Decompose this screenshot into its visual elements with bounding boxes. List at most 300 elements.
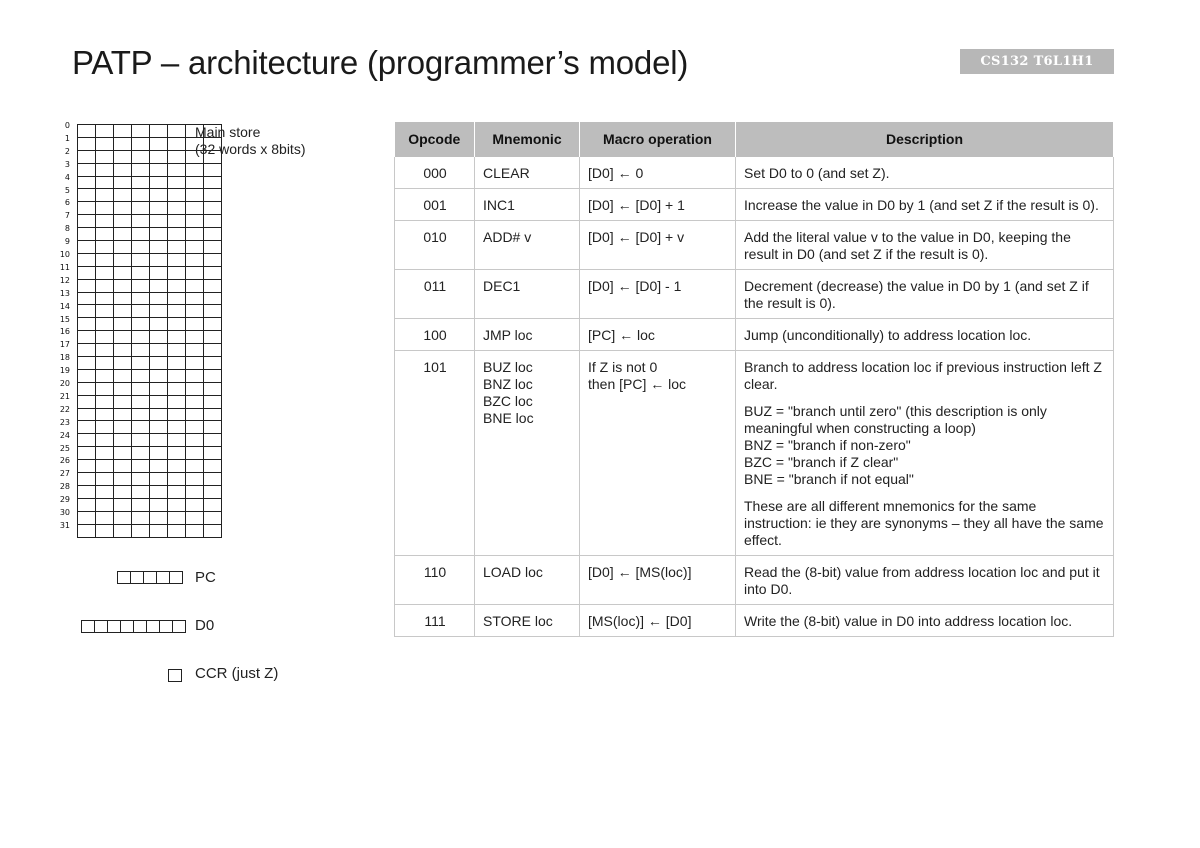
memory-bit-cell: [78, 525, 96, 538]
memory-bit-cell: [78, 460, 96, 473]
memory-bit-cell: [186, 512, 204, 525]
address-label: 4: [64, 172, 70, 182]
memory-bit-cell: [78, 357, 96, 370]
memory-bit-cell: [186, 396, 204, 409]
description-cell: [736, 221, 1114, 270]
memory-bit-cell: [186, 293, 204, 306]
memory-bit-cell: [204, 318, 222, 331]
memory-bit-cell: [132, 280, 150, 293]
memory-bit-cell: [150, 486, 168, 499]
address-label: 18: [59, 353, 70, 363]
memory-bit-cell: [150, 460, 168, 473]
address-label: 0: [64, 121, 70, 130]
memory-bit-cell: [168, 293, 186, 306]
memory-bit-cell: [150, 525, 168, 538]
memory-bit-cell: [204, 267, 222, 280]
memory-bit-cell: [150, 202, 168, 215]
memory-bit-cell: [204, 189, 222, 202]
memory-bit-cell: [186, 267, 204, 280]
memory-bit-cell: [114, 409, 132, 422]
address-label: 25: [59, 443, 70, 453]
memory-bit-cell: [114, 460, 132, 473]
memory-bit-cell: [96, 396, 114, 409]
memory-bit-cell: [168, 396, 186, 409]
description-paragraph: Add the literal value v to the value in D0, keeping the result in D0 (and set Z if the result is 0).: [744, 229, 1071, 262]
memory-bit-cell: [96, 280, 114, 293]
macro-operation-cell: [D0] ← [D0] + v: [580, 221, 736, 270]
address-label: 22: [59, 404, 70, 414]
address-label: 13: [59, 288, 70, 298]
memory-bit-cell: [204, 293, 222, 306]
memory-bit-cell: [168, 460, 186, 473]
memory-bit-cell: [78, 164, 96, 177]
description-paragraph: Branch to address location loc if previous instruction left Z clear.: [744, 359, 1102, 392]
address-label: 11: [59, 262, 70, 272]
memory-bit-cell: [186, 202, 204, 215]
register-bit-cell: [169, 670, 182, 682]
ccr-label: CCR (just Z): [195, 665, 279, 682]
memory-bit-cell: [132, 486, 150, 499]
memory-bit-cell: [114, 525, 132, 538]
memory-bit-cell: [204, 331, 222, 344]
memory-bit-cell: [132, 409, 150, 422]
memory-bit-cell: [96, 293, 114, 306]
memory-bit-cell: [204, 447, 222, 460]
memory-bit-cell: [114, 293, 132, 306]
memory-bit-cell: [96, 254, 114, 267]
memory-bit-cell: [204, 228, 222, 241]
memory-bit-cell: [132, 499, 150, 512]
memory-bit-cell: [150, 293, 168, 306]
memory-bit-cell: [114, 331, 132, 344]
memory-bit-cell: [150, 499, 168, 512]
memory-bit-cell: [186, 254, 204, 267]
memory-bit-cell: [132, 138, 150, 151]
memory-bit-cell: [132, 525, 150, 538]
memory-bit-cell: [114, 228, 132, 241]
memory-bit-cell: [132, 164, 150, 177]
memory-bit-cell: [150, 125, 168, 138]
memory-bit-cell: [150, 396, 168, 409]
memory-bit-cell: [114, 164, 132, 177]
memory-bit-cell: [132, 125, 150, 138]
description-paragraph: Decrement (decrease) the value in D0 by 1 (and set Z if the result is 0).: [744, 278, 1089, 311]
macro-operation-cell: [D0] ← [D0] - 1: [580, 270, 736, 319]
memory-bit-cell: [168, 215, 186, 228]
memory-bit-cell: [204, 280, 222, 293]
table-row: [395, 157, 1114, 189]
memory-bit-cell: [150, 305, 168, 318]
mnemonic-cell: ADD# v: [475, 221, 580, 270]
memory-bit-cell: [150, 177, 168, 190]
memory-bit-cell: [168, 151, 186, 164]
memory-bit-cell: [204, 164, 222, 177]
memory-bit-cell: [204, 486, 222, 499]
memory-bit-cell: [168, 525, 186, 538]
memory-bit-cell: [186, 241, 204, 254]
memory-bit-cell: [150, 151, 168, 164]
memory-bit-cell: [186, 189, 204, 202]
memory-bit-cell: [96, 228, 114, 241]
memory-bit-cell: [114, 202, 132, 215]
register-bit-cell: [118, 572, 131, 584]
memory-bit-cell: [132, 267, 150, 280]
header-mnemonic: Mnemonic: [475, 122, 580, 157]
memory-bit-cell: [132, 202, 150, 215]
memory-bit-cell: [168, 318, 186, 331]
mnemonic-cell: JMP loc: [475, 319, 580, 351]
memory-bit-cell: [114, 125, 132, 138]
description-cell: [736, 351, 1114, 556]
register-bit-cell: [108, 621, 121, 633]
memory-bit-cell: [204, 525, 222, 538]
memory-bit-cell: [186, 164, 204, 177]
memory-bit-cell: [78, 344, 96, 357]
mnemonic-cell: INC1: [475, 189, 580, 221]
memory-bit-cell: [204, 254, 222, 267]
memory-bit-cell: [78, 331, 96, 344]
memory-bit-cell: [168, 125, 186, 138]
memory-bit-cell: [132, 189, 150, 202]
memory-bit-cell: [78, 151, 96, 164]
table-row: [395, 605, 1114, 637]
address-label: 6: [64, 198, 70, 208]
address-label: 20: [59, 379, 70, 388]
address-label: 19: [59, 366, 70, 376]
slide-title: PATP – architecture (programmer’s model): [72, 44, 689, 81]
register-bit-cell: [173, 621, 186, 633]
mnemonic-cell: STORE loc: [475, 605, 580, 637]
memory-bit-cell: [168, 370, 186, 383]
mnemonic-cell: LOAD loc: [475, 556, 580, 605]
header-macro-operation: Macro operation: [580, 122, 736, 157]
memory-bit-cell: [96, 344, 114, 357]
memory-bit-cell: [132, 241, 150, 254]
memory-bit-cell: [78, 421, 96, 434]
memory-bit-cell: [114, 344, 132, 357]
memory-bit-cell: [96, 409, 114, 422]
memory-bit-cell: [168, 344, 186, 357]
memory-bit-cell: [204, 370, 222, 383]
memory-bit-cell: [96, 267, 114, 280]
memory-bit-cell: [114, 318, 132, 331]
memory-bit-cell: [132, 473, 150, 486]
address-label: 2: [64, 146, 70, 156]
register-bit-cell: [131, 572, 144, 584]
memory-bit-cell: [114, 434, 132, 447]
address-label: 31: [59, 520, 70, 530]
pc-register: [117, 571, 183, 584]
register-bit-cell: [82, 621, 95, 633]
memory-bit-cell: [204, 396, 222, 409]
memory-bit-cell: [78, 202, 96, 215]
memory-bit-cell: [168, 138, 186, 151]
memory-bit-cell: [132, 447, 150, 460]
memory-bit-cell: [114, 189, 132, 202]
memory-bit-cell: [78, 267, 96, 280]
memory-bit-cell: [96, 447, 114, 460]
memory-bit-cell: [78, 409, 96, 422]
memory-bit-cell: [168, 357, 186, 370]
memory-bit-cell: [204, 473, 222, 486]
memory-bit-cell: [78, 486, 96, 499]
address-label: 26: [59, 456, 70, 466]
memory-bit-cell: [114, 215, 132, 228]
address-label: 27: [59, 469, 70, 479]
memory-bit-cell: [168, 486, 186, 499]
memory-bit-cell: [150, 280, 168, 293]
address-label: 23: [59, 417, 70, 427]
memory-bit-cell: [96, 499, 114, 512]
memory-bit-cell: [96, 383, 114, 396]
description-paragraph: Set D0 to 0 (and set Z).: [744, 165, 890, 181]
opcode-cell: 111: [395, 605, 475, 637]
opcode-cell: 011: [395, 270, 475, 319]
register-bit-cell: [121, 621, 134, 633]
memory-bit-cell: [168, 473, 186, 486]
macro-operation-cell: [D0] ← [MS(loc)]: [580, 556, 736, 605]
memory-bit-cell: [114, 447, 132, 460]
memory-bit-cell: [96, 434, 114, 447]
opcode-cell: 101: [395, 351, 475, 556]
course-badge: CS132 T6L1H1: [960, 49, 1114, 74]
memory-bit-cell: [78, 189, 96, 202]
memory-bit-cell: [96, 215, 114, 228]
macro-operation-cell: [PC] ← loc: [580, 319, 736, 351]
memory-bit-cell: [132, 396, 150, 409]
memory-bit-cell: [204, 344, 222, 357]
memory-bit-cell: [150, 331, 168, 344]
memory-bit-cell: [96, 473, 114, 486]
memory-bit-cell: [168, 447, 186, 460]
memory-bit-cell: [78, 280, 96, 293]
memory-bit-cell: [168, 164, 186, 177]
address-label: 3: [64, 159, 70, 169]
memory-bit-cell: [132, 318, 150, 331]
memory-bit-cell: [168, 202, 186, 215]
description-paragraph: Write the (8-bit) value in D0 into address location loc.: [744, 613, 1073, 629]
memory-bit-cell: [186, 177, 204, 190]
memory-bit-cell: [96, 202, 114, 215]
memory-bit-cell: [204, 434, 222, 447]
address-label: 10: [59, 250, 70, 259]
d0-register: [81, 620, 186, 633]
memory-bit-cell: [204, 215, 222, 228]
address-label: 15: [59, 314, 70, 324]
description-paragraph: BUZ = "branch until zero" (this description is only meaningful when constructing a loop) BNZ = "branch if non-zero" BZC = "branch if Z clear" BNE = "branch if not equal": [744, 403, 1047, 487]
memory-bit-cell: [114, 370, 132, 383]
memory-bit-cell: [168, 241, 186, 254]
memory-bit-cell: [150, 473, 168, 486]
memory-bit-cell: [96, 460, 114, 473]
memory-bit-cell: [96, 177, 114, 190]
memory-bit-cell: [132, 151, 150, 164]
memory-bit-cell: [114, 241, 132, 254]
memory-bit-cell: [186, 318, 204, 331]
memory-bit-cell: [186, 305, 204, 318]
main-store-grid: [77, 124, 222, 538]
register-bit-cell: [147, 621, 160, 633]
memory-bit-cell: [150, 189, 168, 202]
memory-bit-cell: [96, 164, 114, 177]
register-bit-cell: [134, 621, 147, 633]
memory-bit-cell: [78, 177, 96, 190]
memory-bit-cell: [78, 370, 96, 383]
memory-bit-cell: [150, 370, 168, 383]
memory-bit-cell: [78, 241, 96, 254]
memory-bit-cell: [186, 280, 204, 293]
opcode-cell: 100: [395, 319, 475, 351]
memory-bit-cell: [96, 357, 114, 370]
memory-bit-cell: [186, 486, 204, 499]
address-label: 9: [64, 237, 70, 247]
memory-bit-cell: [78, 396, 96, 409]
memory-bit-cell: [168, 228, 186, 241]
memory-bit-cell: [96, 486, 114, 499]
memory-bit-cell: [132, 305, 150, 318]
memory-bit-cell: [114, 357, 132, 370]
memory-bit-cell: [204, 499, 222, 512]
address-label: 17: [59, 340, 70, 350]
address-label: 16: [59, 327, 70, 337]
memory-bit-cell: [204, 460, 222, 473]
memory-bit-cell: [114, 499, 132, 512]
memory-bit-cell: [168, 409, 186, 422]
memory-bit-cell: [132, 177, 150, 190]
memory-bit-cell: [114, 512, 132, 525]
memory-bit-cell: [132, 434, 150, 447]
description-paragraph: Jump (unconditionally) to address location loc.: [744, 327, 1032, 343]
memory-bit-cell: [186, 434, 204, 447]
d0-label: D0: [195, 617, 215, 634]
memory-bit-cell: [150, 215, 168, 228]
memory-bit-cell: [78, 383, 96, 396]
address-label: 8: [64, 224, 70, 234]
description-cell: [736, 157, 1114, 189]
description-cell: [736, 556, 1114, 605]
memory-bit-cell: [168, 280, 186, 293]
memory-bit-cell: [150, 512, 168, 525]
table-header-row: [395, 122, 1114, 157]
table-row: [395, 556, 1114, 605]
opcode-cell: 000: [395, 157, 475, 189]
address-label: 14: [59, 301, 70, 311]
memory-bit-cell: [150, 267, 168, 280]
memory-bit-cell: [204, 357, 222, 370]
mnemonic-cell: CLEAR: [475, 157, 580, 189]
description-cell: [736, 319, 1114, 351]
register-bit-cell: [95, 621, 108, 633]
memory-bit-cell: [96, 151, 114, 164]
header-description: Description: [736, 122, 1114, 157]
memory-bit-cell: [150, 254, 168, 267]
memory-bit-cell: [186, 331, 204, 344]
pc-label: PC: [195, 569, 216, 586]
memory-bit-cell: [132, 254, 150, 267]
description-cell: [736, 605, 1114, 637]
memory-bit-cell: [114, 254, 132, 267]
memory-bit-cell: [150, 357, 168, 370]
memory-bit-cell: [150, 241, 168, 254]
memory-bit-cell: [78, 138, 96, 151]
address-label: 1: [64, 133, 70, 143]
memory-bit-cell: [150, 318, 168, 331]
memory-bit-cell: [204, 409, 222, 422]
memory-bit-cell: [168, 383, 186, 396]
main-store-label: Main store (32 words x 8bits): [195, 124, 306, 157]
memory-bit-cell: [132, 421, 150, 434]
description-cell: [736, 270, 1114, 319]
memory-bit-cell: [186, 357, 204, 370]
memory-bit-cell: [186, 370, 204, 383]
address-label: 12: [59, 275, 70, 285]
memory-bit-cell: [96, 331, 114, 344]
description-cell: [736, 189, 1114, 221]
memory-bit-cell: [78, 473, 96, 486]
description-paragraph: These are all different mnemonics for the same instruction: ie they are synonyms – they all have the same effect.: [744, 498, 1104, 548]
memory-bit-cell: [132, 331, 150, 344]
opcode-table: [394, 122, 1114, 637]
mnemonic-cell: DEC1: [475, 270, 580, 319]
memory-bit-cell: [168, 254, 186, 267]
memory-bit-cell: [132, 370, 150, 383]
ccr-register: [168, 669, 182, 682]
macro-operation-cell: [D0] ← [D0] + 1: [580, 189, 736, 221]
opcode-cell: 110: [395, 556, 475, 605]
memory-bit-cell: [96, 525, 114, 538]
memory-bit-cell: [186, 228, 204, 241]
memory-bit-cell: [150, 138, 168, 151]
register-bit-cell: [144, 572, 157, 584]
memory-bit-cell: [78, 499, 96, 512]
memory-bit-cell: [96, 318, 114, 331]
memory-bit-cell: [150, 421, 168, 434]
memory-bit-cell: [78, 447, 96, 460]
memory-bit-cell: [204, 383, 222, 396]
address-label: 28: [59, 482, 70, 492]
memory-bit-cell: [168, 421, 186, 434]
register-bit-cell: [157, 572, 170, 584]
memory-bit-cell: [186, 344, 204, 357]
memory-bit-cell: [204, 177, 222, 190]
memory-bit-cell: [186, 525, 204, 538]
memory-bit-cell: [78, 254, 96, 267]
memory-bit-cell: [78, 434, 96, 447]
memory-bit-cell: [204, 421, 222, 434]
table-row: [395, 189, 1114, 221]
memory-bit-cell: [186, 421, 204, 434]
memory-bit-cell: [96, 305, 114, 318]
mnemonic-cell: BUZ loc BNZ loc BZC loc BNE loc: [475, 351, 580, 556]
memory-bit-cell: [204, 202, 222, 215]
memory-bit-cell: [114, 473, 132, 486]
memory-bit-cell: [114, 138, 132, 151]
memory-bit-cell: [132, 460, 150, 473]
memory-bit-cell: [114, 280, 132, 293]
memory-bit-cell: [114, 486, 132, 499]
memory-bit-cell: [132, 383, 150, 396]
memory-bit-cell: [186, 473, 204, 486]
address-label: 5: [64, 185, 70, 195]
memory-bit-cell: [168, 267, 186, 280]
memory-bit-cell: [186, 409, 204, 422]
memory-bit-cell: [132, 344, 150, 357]
memory-bit-cell: [168, 434, 186, 447]
memory-bit-cell: [150, 383, 168, 396]
memory-bit-cell: [114, 305, 132, 318]
memory-bit-cell: [114, 421, 132, 434]
description-paragraph: Read the (8-bit) value from address location loc and put it into D0.: [744, 564, 1100, 597]
